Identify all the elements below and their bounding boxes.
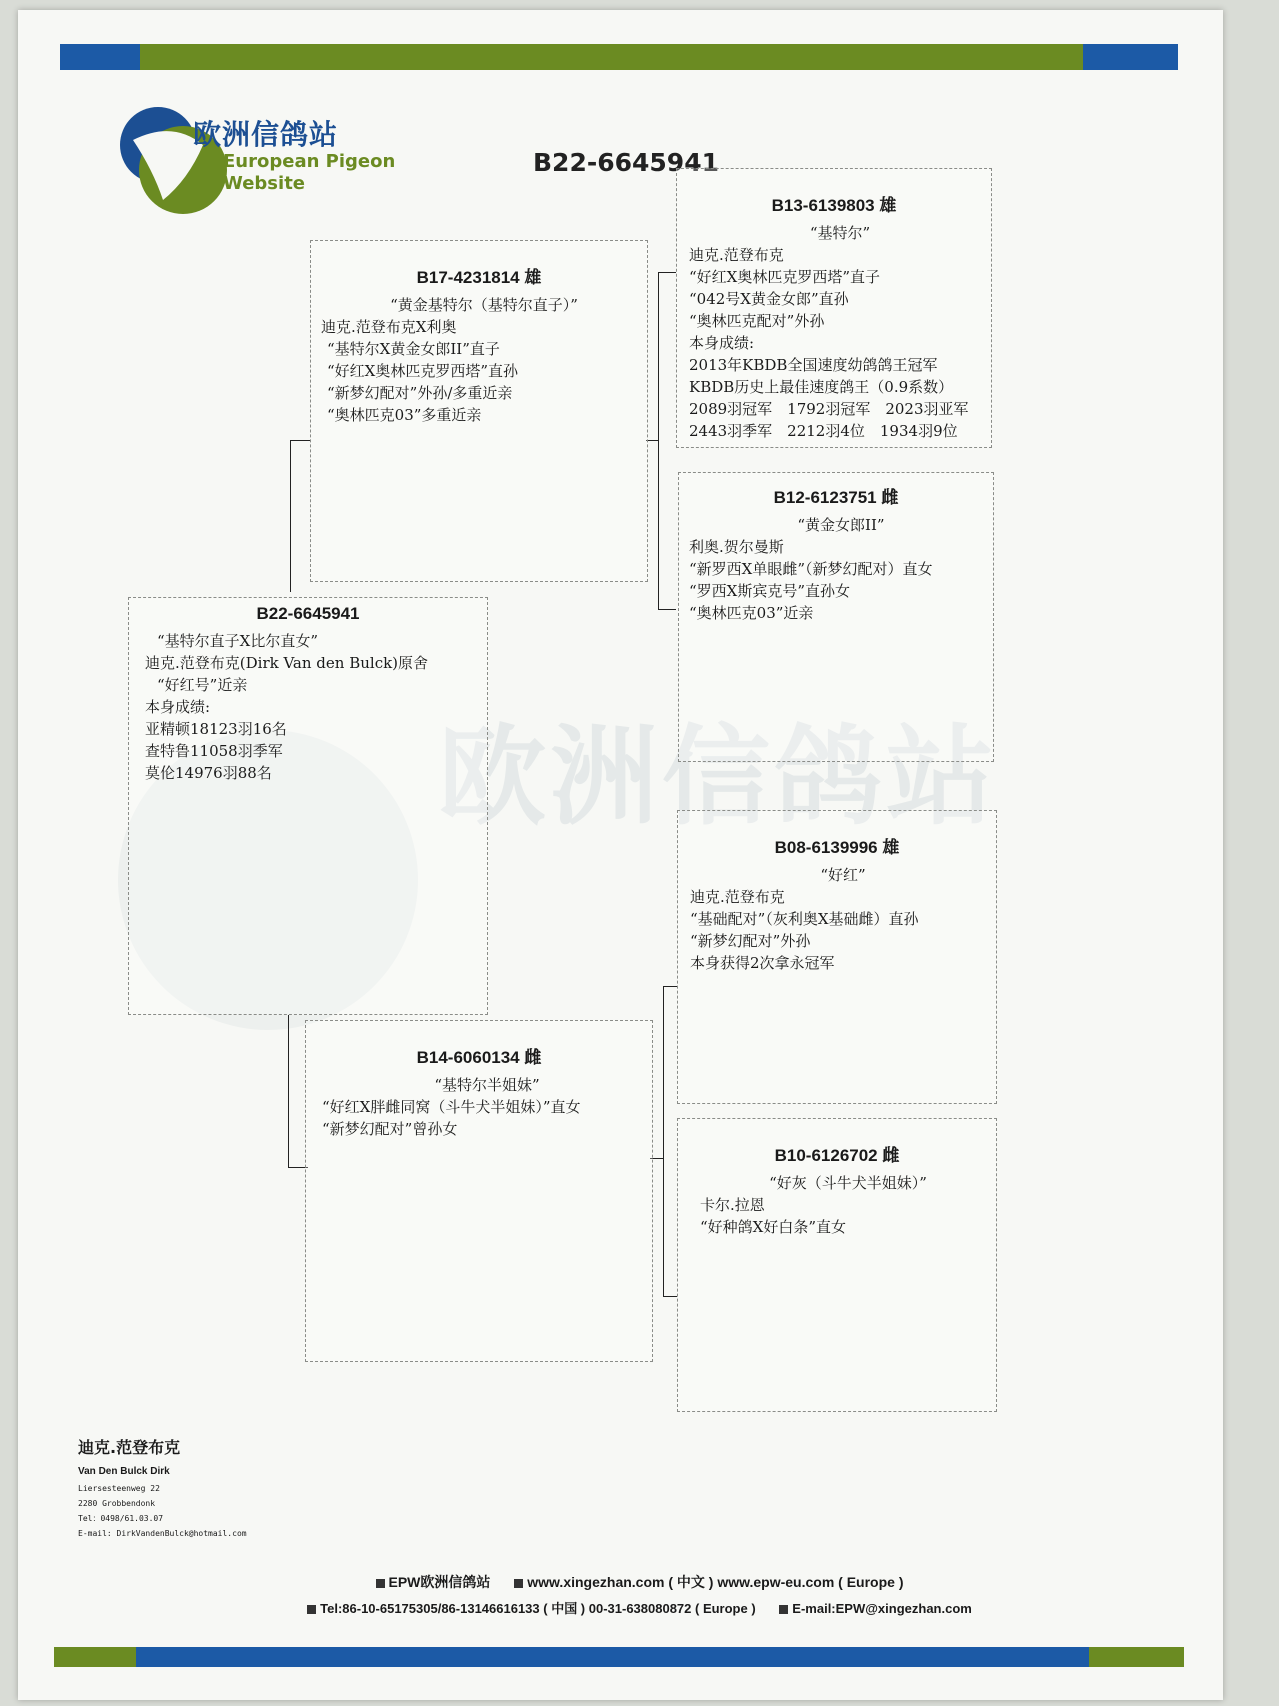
connector-tick: [290, 440, 310, 441]
connector-dam-parents: [663, 986, 664, 1296]
subject-details: [129, 630, 487, 784]
bottom-color-band: [54, 1647, 1184, 1667]
breeder-email: E-mail: DirkVandenBulck@hotmail.com: [78, 1529, 247, 1538]
sire-sire-line: 迪克.范登布克: [689, 246, 784, 264]
dam-ring: B14-6060134 雌: [416, 1048, 542, 1067]
sire-sire-line: 2443羽季军 2212羽4位 1934羽9位: [689, 422, 958, 440]
dam-line: “好红X胖雌同窝（斗牛犬半姐妹）”直女: [322, 1098, 581, 1116]
breeder-street: Liersesteenweg 22: [78, 1484, 160, 1493]
bullet-square-icon: [307, 1605, 316, 1614]
logo-en-line2: Website: [223, 173, 306, 194]
pedigree-paper: [18, 10, 1223, 1700]
watermark: 欧洲信鸽站: [438, 715, 999, 840]
dam-line: “基特尔半姐妹”: [434, 1076, 540, 1094]
logo-en-line1: European Pigeon: [223, 151, 396, 172]
subject-ring: B22-6645941: [256, 604, 360, 623]
sire-details: [311, 294, 647, 426]
connector-tick: [663, 1296, 677, 1297]
breeder-contact: [78, 1481, 247, 1541]
subject-line: “基特尔直子X比尔直女”: [157, 632, 319, 650]
sire-box: [310, 240, 648, 582]
dam-dam-line: “好灰（斗牛犬半姐妹）”: [769, 1174, 927, 1192]
breeder-address: [78, 1435, 247, 1541]
sire-sire-details: [677, 222, 991, 442]
sire-dam-line: 利奥.贺尔曼斯: [689, 538, 784, 556]
subject-pigeon-box: [128, 597, 488, 1015]
logo-chinese-text: 欧洲信鸽站: [193, 118, 339, 151]
subject-line: 莫伦14976羽88名: [145, 764, 272, 782]
dam-box: [305, 1020, 653, 1362]
breeder-city: 2280 Grobbendonk: [78, 1499, 156, 1508]
connector-tick: [663, 986, 677, 987]
subject-line: 本身成绩:: [145, 698, 211, 716]
sire-line: “新梦幻配对”外孙/多重近亲: [327, 384, 513, 402]
sire-line: “好红X奥林匹克罗西塔”直孙: [327, 362, 519, 380]
sire-sire-ring: B13-6139803 雄: [771, 196, 897, 215]
connector-tick: [658, 609, 676, 610]
dam-dam-box: [677, 1118, 997, 1412]
footer-email: E-mail:EPW@xingezhan.com: [792, 1601, 972, 1616]
footer-sites-link[interactable]: [514, 1574, 903, 1590]
sire-sire-line: “好红X奥林匹克罗西塔”直子: [689, 268, 881, 286]
sire-sire-line: 2089羽冠军 1792羽冠军 2023羽亚军: [689, 400, 969, 418]
dam-sire-line: “基础配对”（灰利奥X基础雌）直孙: [690, 910, 919, 928]
footer-tel: Tel:86-10-65175305/86-13146616133 ( 中国 ) 00-31-638080872 ( Europe ): [320, 1601, 756, 1616]
footer-sites: www.xingezhan.com ( 中文 ) www.epw-eu.com ( Europe ): [527, 1574, 904, 1590]
connector-sire-parents: [658, 272, 659, 609]
dam-sire-line: 本身获得2次拿永冠军: [690, 954, 835, 972]
dam-dam-ring: B10-6126702 雌: [774, 1146, 900, 1165]
footer-line-1: [0, 1572, 1279, 1592]
dam-sire-line: “新梦幻配对”外孙: [690, 932, 811, 950]
sire-dam-line: “新罗西X单眼雌”（新梦幻配对）直女: [689, 560, 933, 578]
breeder-tel: Tel：0498/61.03.07: [78, 1514, 164, 1523]
sire-sire-box: [676, 168, 992, 448]
subject-line: 查特鲁11058羽季军: [145, 742, 283, 760]
bullet-square-icon: [779, 1605, 788, 1614]
footer-email-link[interactable]: [779, 1601, 972, 1616]
dam-sire-details: [678, 864, 996, 974]
sire-dam-line: “奥林匹克03”近亲: [689, 604, 814, 622]
dam-sire-line: “好红”: [820, 866, 866, 884]
page-title: B22-6645941: [533, 148, 719, 177]
connector-tick: [658, 272, 676, 273]
dam-sire-line: 迪克.范登布克: [690, 888, 785, 906]
sire-dam-details: [679, 514, 993, 624]
subject-line: 迪克.范登布克(Dirk Van den Bulck)原舍: [145, 654, 429, 672]
sire-line: “奥林匹克03”多重近亲: [327, 406, 482, 424]
sire-sire-line: “奥林匹克配对”外孙: [689, 312, 825, 330]
connector-subject-dam: [288, 1015, 289, 1167]
footer-brand-item: [376, 1574, 491, 1590]
sire-line: 迪克.范登布克X利奥: [321, 318, 457, 336]
sire-line: “黄金基特尔（基特尔直子）”: [390, 296, 578, 314]
dam-dam-details: [678, 1172, 996, 1238]
sire-dam-ring: B12-6123751 雌: [773, 488, 899, 507]
dam-dam-line: “好种鸽X好白条”直女: [700, 1218, 847, 1236]
subject-line: “好红号”近亲: [157, 676, 248, 694]
sire-line: “基特尔X黄金女郎II”直子: [327, 340, 500, 358]
sire-dam-box: [678, 472, 994, 762]
bullet-square-icon: [514, 1579, 523, 1588]
sire-sire-line: “基特尔”: [809, 224, 871, 242]
connector-subject-sire: [290, 440, 291, 592]
bullet-square-icon: [376, 1579, 385, 1588]
dam-sire-ring: B08-6139996 雄: [774, 838, 900, 857]
sire-ring: B17-4231814 雄: [416, 268, 542, 287]
dam-sire-box: [677, 810, 997, 1104]
logo: [113, 105, 433, 235]
sire-dam-line: “黄金女郎II”: [797, 516, 885, 534]
dam-dam-line: 卡尔.拉恩: [700, 1196, 765, 1214]
sire-sire-line: 2013年KBDB全国速度幼鸽鸽王冠军: [689, 356, 938, 374]
sire-dam-line: “罗西X斯宾克号”直孙女: [689, 582, 851, 600]
dam-details: [306, 1074, 652, 1140]
breeder-name-cn: 迪克.范登布克: [78, 1438, 181, 1457]
logo-english-text: [223, 151, 395, 195]
subject-line: 亚精顿18123羽16名: [145, 720, 287, 738]
breeder-name-en: Van Den Bulck Dirk: [78, 1466, 170, 1477]
footer-tel-item: [307, 1601, 756, 1616]
dam-line: “新梦幻配对”曾孙女: [322, 1120, 458, 1138]
sire-sire-line: “042号X黄金女郎”直孙: [689, 290, 849, 308]
footer-line-2: [0, 1598, 1279, 1617]
sire-sire-line: KBDB历史上最佳速度鸽王（0.9系数）: [689, 378, 954, 396]
sire-sire-line: 本身成绩:: [689, 334, 755, 352]
top-color-band: [60, 44, 1178, 70]
footer-brand: EPW欧洲信鸽站: [388, 1574, 491, 1590]
